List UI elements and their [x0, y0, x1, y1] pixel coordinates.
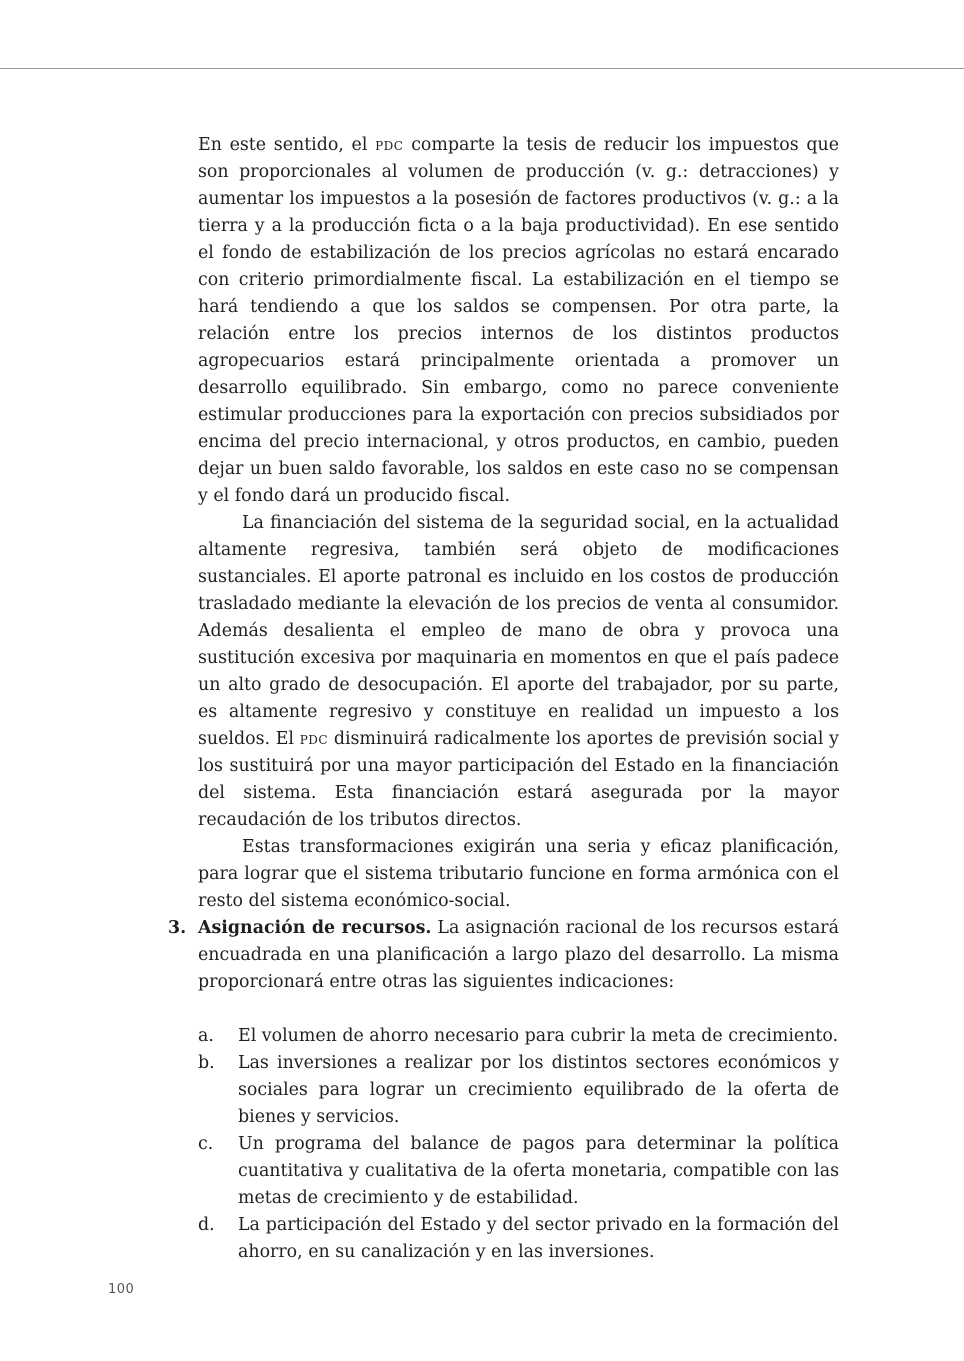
list-item-text: La asignación racional de los recursos estará encuadrada en una planificación a largo plazo del desarrollo. La misma proporcionará entre otras las siguientes indicaciones: — [198, 918, 839, 992]
paragraph-social-security — [198, 510, 839, 834]
paragraph-text: comparte la tesis de reducir los impuestos que son proporcionales al volumen de producción (v. g.: detracciones) y aumentar los impuestos a la posesión de factores productivos (v. g.: a la tierra y a la producción ficta o a la baja productividad). En ese sentido el fondo de estabilización de los precios agrícolas no estará encarado con criterio primordialmente fiscal. La estabilización en el tiempo se hará tendiendo a que los saldos se compensen. Por otra parte, la relación entre los precios internos de los distintos productos agropecuarios estará principalmente orientada a promover un desarrollo equilibrado. Sin embargo, como no parece conveniente estimular producciones para la exportación con precios subsidiados por encima del precio internacional, y otros productos, en cambio, pueden dejar un buen saldo favorable, los saldos en este caso no se compensan y el fondo dará un producido fiscal. — [198, 135, 839, 506]
list-number: 3. — [168, 918, 187, 938]
body-text — [168, 132, 839, 1266]
abbreviation-pdc: pdc — [375, 135, 404, 155]
list-letter: b. — [198, 1053, 215, 1073]
list-letter: d. — [198, 1215, 215, 1235]
list-item-text: La participación del Estado y del sector privado en la formación del ahorro, en su canalización y en las inversiones. — [238, 1215, 839, 1262]
paragraph-text: En este sentido, el — [198, 135, 376, 155]
header-rule — [0, 68, 964, 69]
paragraph-tax-thesis — [198, 132, 839, 510]
list-item — [198, 1023, 839, 1050]
list-item — [198, 1050, 839, 1131]
list-item-text: El volumen de ahorro necesario para cubrir la meta de crecimiento. — [238, 1026, 839, 1046]
page-number: 100 — [108, 1282, 135, 1297]
list-item-text: Un programa del balance de pagos para determinar la política cuantitativa y cualitativa de la oferta monetaria, compatible con las metas de crecimiento y de estabilidad. — [238, 1134, 839, 1208]
paragraph-text: La financiación del sistema de la seguridad social, en la actualidad altamente regresiva, también será objeto de modificaciones sustanciales. El aporte patronal es incluido en los costos de producción trasladado mediante la elevación de los precios de venta al consumidor. Además desalienta el empleo de mano de obra y provoca una sustitución excesiva por maquinaria en momentos en que el país padece un alto grado de desocupación. El aporte del trabajador, por su parte, es altamente regresivo y constituye en realidad un impuesto a los sueldos. El — [198, 513, 839, 749]
list-item-text: Las inversiones a realizar por los distintos sectores económicos y sociales para lograr un crecimiento equilibrado de la oferta de bienes y servicios. — [238, 1053, 839, 1127]
paragraph-planning: Estas transformaciones exigirán una seria y eficaz planificación, para lograr que el sistema tributario funcione en forma armónica con el resto del sistema económico-social. — [198, 837, 839, 911]
paragraph-text: disminuirá radicalmente los aportes de previsión social y los sustituirá por una mayor participación del Estado en la financiación del sistema. Esta financiación estará asegurada por la mayor recaudación de los tributos directos. — [198, 729, 839, 830]
list-item-heading: Asignación de recursos. — [198, 918, 432, 938]
indications-list — [198, 1023, 839, 1266]
abbreviation-pdc: pdc — [299, 729, 329, 749]
list-item — [198, 1131, 839, 1212]
list-item-resource-allocation — [168, 915, 839, 996]
list-letter: a. — [198, 1026, 214, 1046]
list-item — [198, 1212, 839, 1266]
list-letter: c. — [198, 1134, 214, 1154]
